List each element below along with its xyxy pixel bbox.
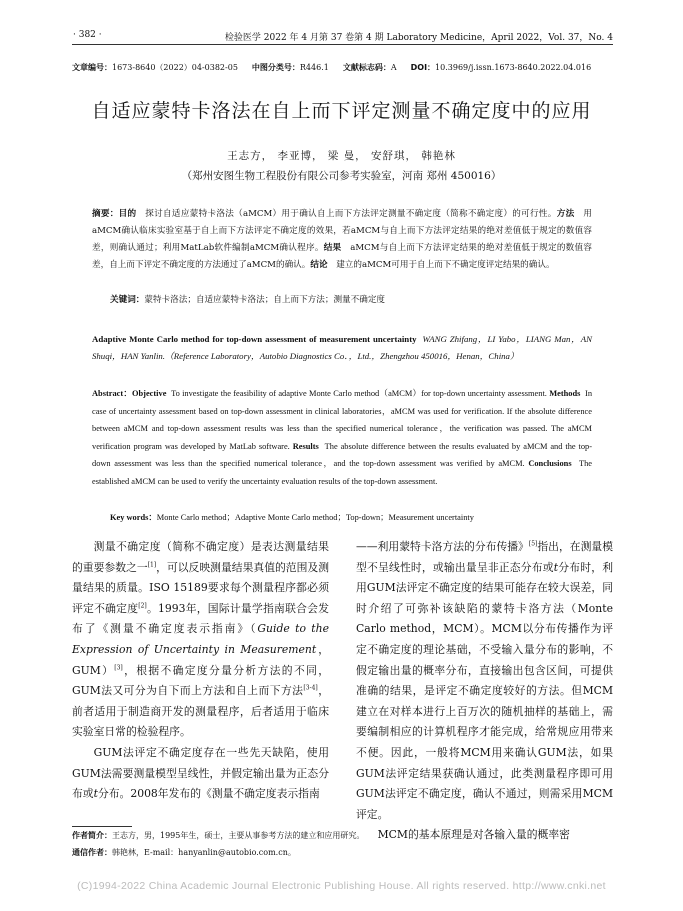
paper-title: 自适应蒙特卡洛法在自上而下评定测量不确定度中的应用 <box>91 100 592 122</box>
body-paragraph: MCM的基本原理是对各输入量的概率密 <box>377 828 570 842</box>
clc-number: 中图分类号：R446.1 <box>251 63 329 72</box>
doi: DOI：10.3969/j.issn.1673-8640.2022.04.016 <box>410 63 592 72</box>
corresponding-author: 通信作者：韩艳林，E-mail：hanyanlin@autobio.com.cn。 <box>72 848 296 857</box>
affiliation: （郑州安图生物工程股份有限公司参考实验室，河南 郑州 450016） <box>181 170 502 182</box>
chinese-keywords: 关键词：蒙特卡洛法；自适应蒙特卡洛法；自上而下方法；测量不确定度 <box>110 295 386 305</box>
body-paragraph: ——利用蒙特卡洛方法的分布传播》[5]指出，在测量模型不呈线性时，或输出量呈非正态分布或t分布时，利用GUM法评定不确定度的结果可能存在较大误差，同时介绍了可弥补该缺陷的蒙特卡洛方法（Monte Carlo method，MCM）。MCM以分布传播作为评定不确定度的理论基础，不受输入量分布的影响，不假定输出量的概率分布，直接输出包含区间，可提供准确的结果，是评定不确定度较好的方法。但MCM建立在对样本进行上百万次的随机抽样的基础上，需要编制相应的计算机程序才能完成，给常规应用带来不便。因此，一般将MCM用来确认GUM法，如果GUM法评定结果获确认通过，此类测量程序即可用GUM法评定不确定度，确认不通过，则需采用MCM评定。 <box>356 540 614 821</box>
english-title-block: Adaptive Monte Carlo method for top-down assessment of measurement uncertainty WANG Zhifang，LI Yabo，LIANG Man，AN Shuqi，HAN Yanlin.（Reference Laboratory，Autobio Diagnostics Co．，Ltd.，Zhengzhou 450016，Henan，China） <box>92 334 592 361</box>
body-paragraph: 测量不确定度（简称不确定度）是表达测量结果的重要参数之一[1]，可以反映测量结果真值的范围及测量结果的质量。ISO 15189要求每个测量程序都必须评定不确定度[2]。1993年，国际计量学指南联合会发布了《测量不确定度表示指南》（Guide to the Expression of Uncertainty in Measurement，GUM）[3]，根据不确定度分量分析方法的不同，GUM法又可分为自下而上方法和自上而下方法[3-4]，前者适用于制造商开发的测量程序，后者适用于临床实验室日常的检验程序。 <box>72 540 330 739</box>
english-keywords: Key words：Monte Carlo method；Adaptive Monte Carlo method；Top-down；Measurement uncertainty <box>110 513 474 522</box>
authors: 王志方， 李亚博， 梁 曼， 安舒琪， 韩艳林 <box>227 150 456 162</box>
chinese-abstract: 摘要：目的 探讨自适应蒙特卡洛法（aMCM）用于确认自上而下方法评定测量不确定度（简称不确定度）的可行性。方法 用aMCM确认临床实验室基于自上而下方法评定不确定度的效果，若aMCM与自上而下方法评定结果的绝对差值低于规定的数值容差，则确认通过；利用MatLab软件编制aMCM确认程序。结果 aMCM与自上而下方法评定结果的绝对差值低于规定的数值容差，自上而下评定不确定度的方法通过了aMCM的确认。结论 建立的aMCM可用于自上而下不确定度评定结果的确认。 <box>92 209 592 270</box>
body-column-right <box>356 537 613 846</box>
page-number: · 382 · <box>73 30 102 40</box>
body-column-left <box>72 537 329 805</box>
footnote-rule <box>72 826 132 827</box>
journal-header: 检验医学 2022 年 4 月第 37 卷第 4 期 Laboratory Medicine，April 2022，Vol. 37，No. 4 <box>224 33 613 43</box>
copyright-line: (C)1994-2022 China Academic Journal Electronic Publishing House. All rights reserved. http://www.cnki.net <box>77 880 606 892</box>
article-meta <box>72 62 613 73</box>
author-note: 作者简介：王志方，男，1995年生，硕士，主要从事参考方法的建立和应用研究。 <box>72 831 365 840</box>
article-number: 文章编号：1673-8640（2022）04-0382-05 <box>72 63 238 72</box>
english-abstract: Abstract：Objective To investigate the feasibility of adaptive Monte Carlo method（aMCM）for top-down uncertainty assessment. Methods In case of uncertainty assessment based on top-down assessment in clinical laboratories，aMCM was used for verification. If the absolute difference between aMCM and top-down assessment results was less than the specified numerical tolerance，the verification was passed. The aMCM verification program was developed by MatLab software. Results The absolute difference between the results evaluated by aMCM and the top-down assessment was less than the specified numerical tolerance，and the top-down assessment was verified by aMCM. Conclusions The established aMCM can be used to verify the uncertainty evaluation results of the top-down assessment. <box>92 389 593 486</box>
document-code: 文献标志码：A <box>342 63 397 72</box>
header-rule <box>72 44 613 45</box>
body-paragraph: GUM法评定不确定度存在一些先天缺陷，使用GUM法需要测量模型呈线性，并假定输出量为正态分布或t分布。2008年发布的《测量不确定度表示指南 <box>72 745 329 801</box>
